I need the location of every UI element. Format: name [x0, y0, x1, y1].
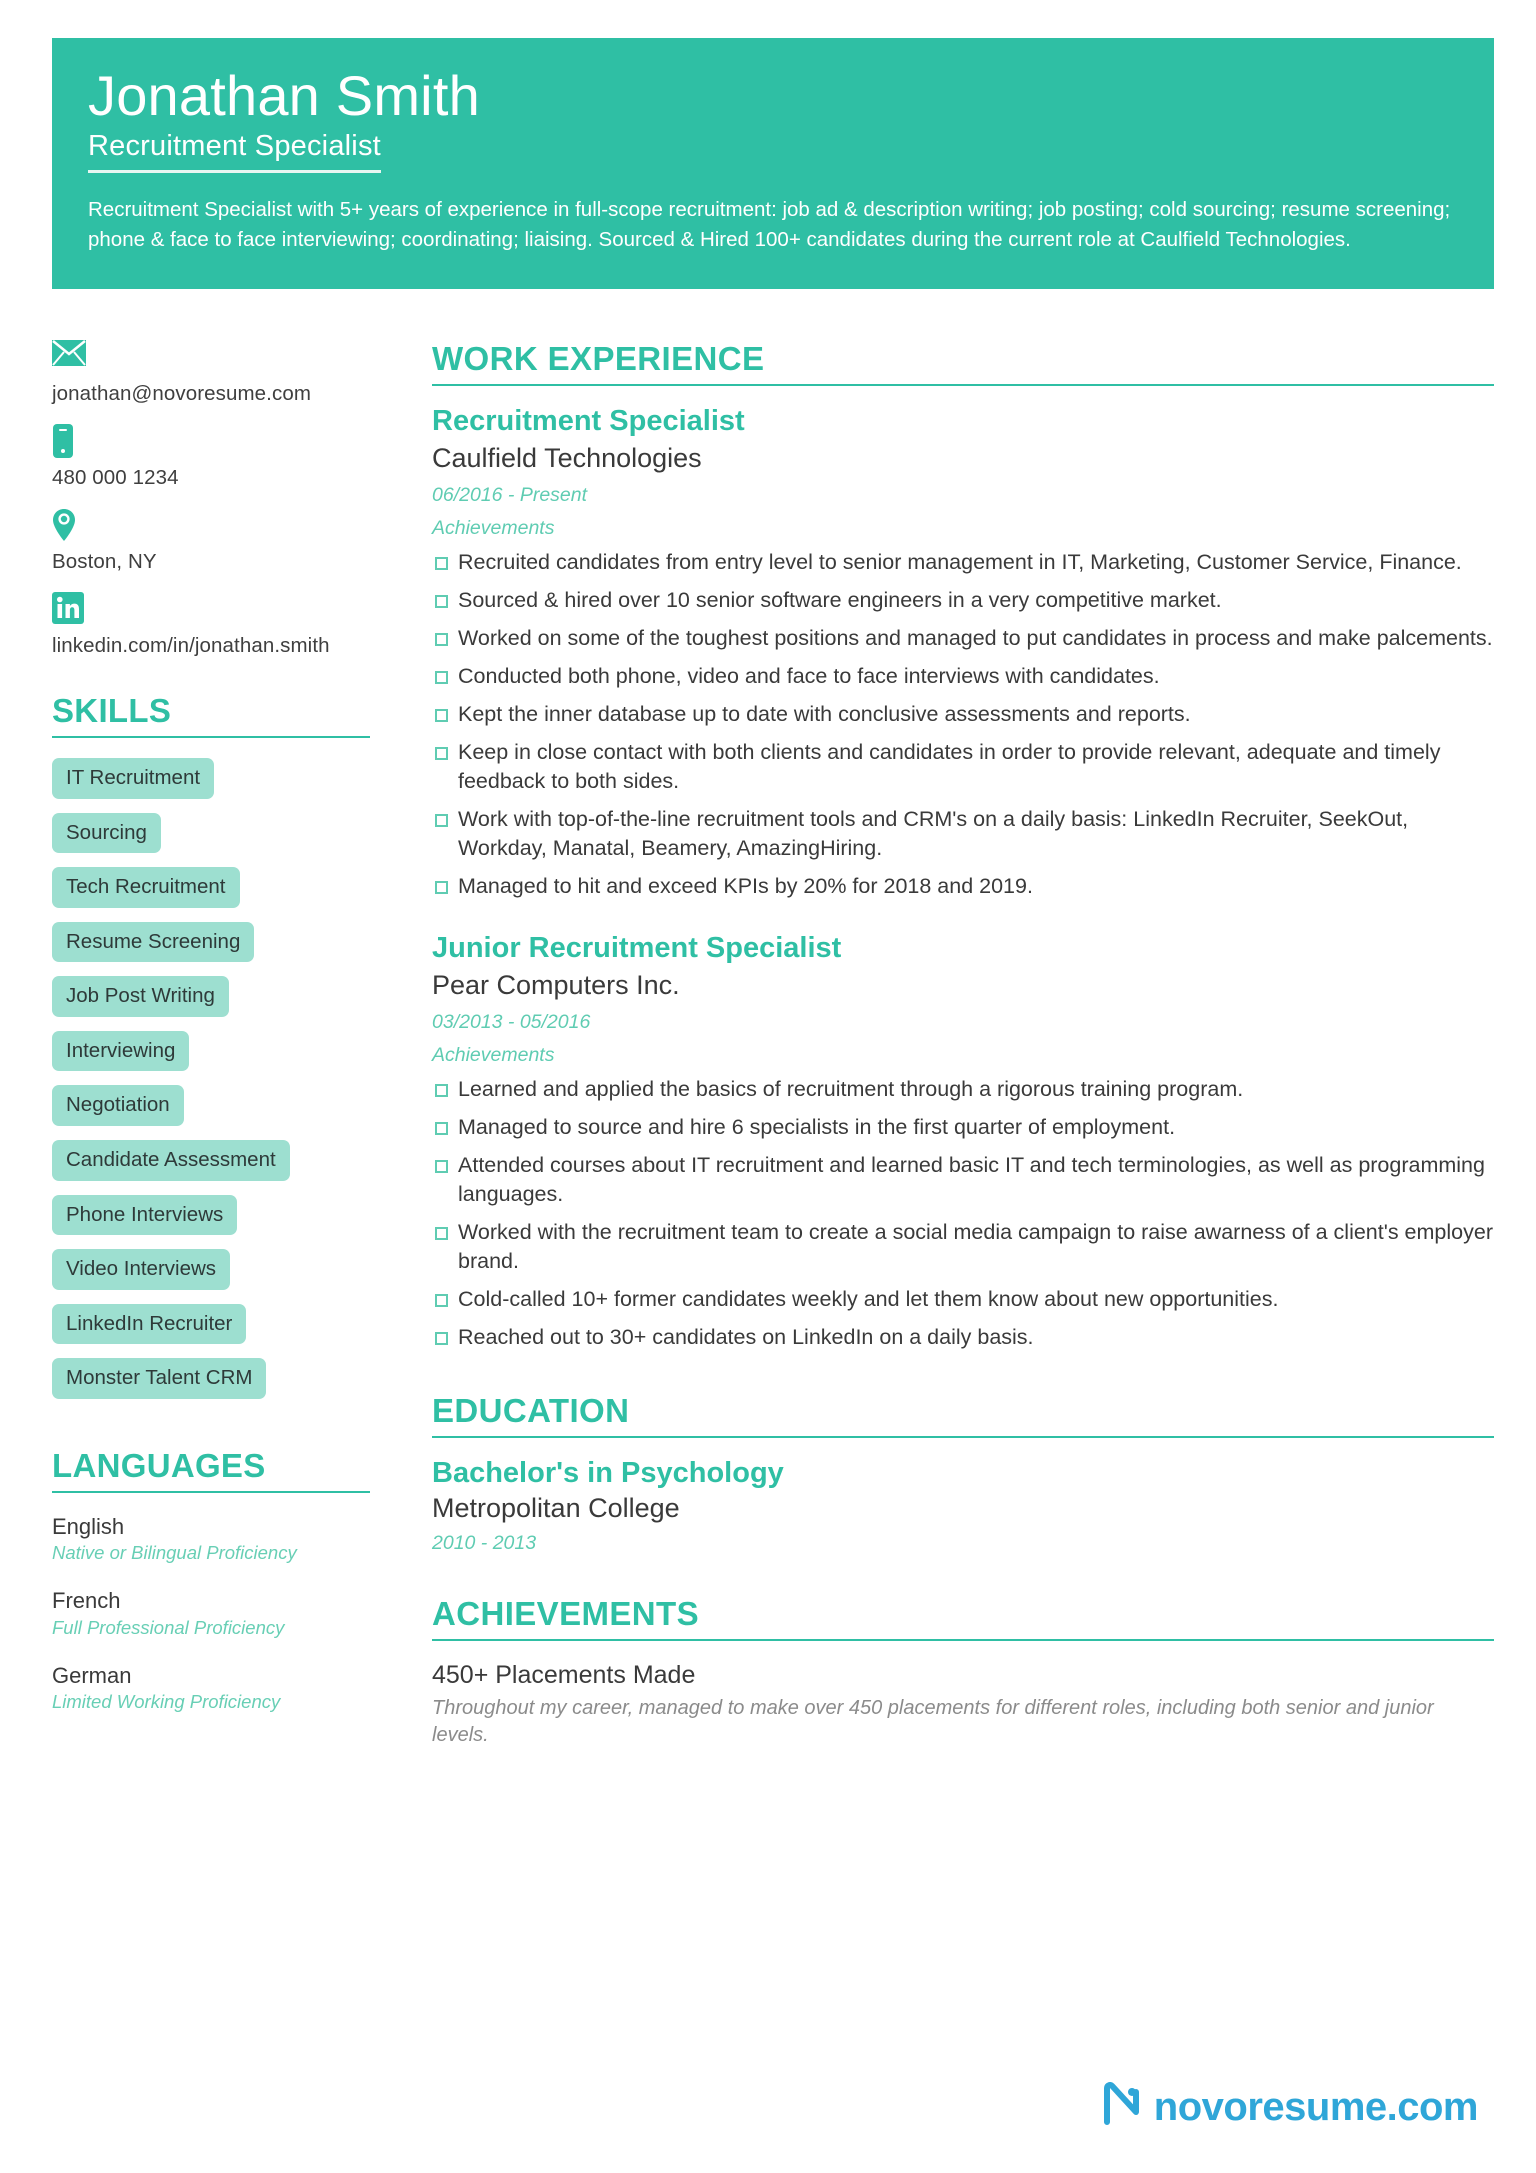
achievement-entry [432, 1659, 1494, 1750]
language-level: Full Professional Proficiency [52, 1616, 285, 1638]
list-item: Cold-called 10+ former candidates weekly and let them know about new opportunities. [432, 1285, 1494, 1314]
skill-tag: Candidate Assessment [52, 1140, 290, 1181]
language-level: Limited Working Proficiency [52, 1691, 281, 1713]
location-pin-icon [52, 508, 390, 542]
education-divider [432, 1436, 1494, 1438]
job-company: Caulfield Technologies [432, 442, 702, 473]
achievements-section [432, 1595, 1494, 1750]
list-item: Sourced & hired over 10 senior software engineers in a very competitive market. [432, 586, 1494, 615]
list-item [52, 922, 390, 977]
list-item [52, 1249, 390, 1304]
contact-block [52, 340, 390, 658]
profile-summary: Recruitment Specialist with 5+ years of experience in full-scope recruitment: job ad & description writing; job posting; cold sourcing; resume screening; phone & face to face interviewing; coordinating; liaising. Sourced & Hired 100+ candidates during the current role at Caulfield Technologies. [88, 198, 1451, 252]
list-item: Recruited candidates from entry level to senior management in IT, Marketing, Customer Service, Finance. [432, 548, 1494, 577]
achievements-label: Achievements [432, 1043, 555, 1066]
list-item: Attended courses about IT recruitment and learned basic IT and tech terminologies, as well as programming languages. [432, 1151, 1494, 1209]
skills-divider [52, 736, 370, 738]
skill-tag: Interviewing [52, 1031, 189, 1072]
list-item [52, 976, 390, 1031]
list-item: Work with top-of-the-line recruitment tools and CRM's on a daily basis: LinkedIn Recruiter, SeekOut, Workday, Manatal, Beamery, AmazingHiring. [432, 805, 1494, 863]
main-content [412, 340, 1494, 1749]
education-degree: Bachelor's in Psychology [432, 1457, 784, 1490]
list-item [52, 1513, 390, 1566]
phone-icon [52, 424, 390, 458]
list-item: Kept the inner database up to date with conclusive assessments and reports. [432, 700, 1494, 729]
language-level: Native or Bilingual Proficiency [52, 1542, 297, 1564]
job-role: Junior Recruitment Specialist [432, 932, 842, 965]
contact-linkedin-text[interactable]: linkedin.com/in/jonathan.smith [52, 634, 330, 657]
skills-section-title: SKILLS [52, 692, 172, 729]
list-item [52, 1358, 390, 1413]
skill-tag: Tech Recruitment [52, 867, 240, 908]
job-company: Pear Computers Inc. [432, 969, 680, 1000]
education-title: EDUCATION [432, 1392, 630, 1430]
sidebar [52, 340, 412, 1736]
list-item [52, 1031, 390, 1086]
languages-section [52, 1447, 390, 1715]
contact-item-phone [52, 424, 390, 490]
achievement-description: Throughout my career, managed to make over 450 placements for different roles, including both senior and junior levels. [432, 1697, 1434, 1747]
skill-tag: Sourcing [52, 813, 161, 854]
education-section [432, 1392, 1494, 1555]
linkedin-icon [52, 592, 390, 626]
contact-email-text[interactable]: jonathan@novoresume.com [52, 382, 312, 405]
candidate-title-underline [88, 130, 381, 173]
novoresume-logo[interactable] [1103, 2082, 1478, 2131]
languages-list [52, 1513, 390, 1715]
contact-item-email [52, 340, 390, 406]
work-experience-section [432, 340, 1494, 1352]
education-dates: 2010 - 2013 [432, 1531, 537, 1554]
list-item [52, 1304, 390, 1359]
skill-tag: Job Post Writing [52, 976, 229, 1017]
language-name: French [52, 1588, 121, 1614]
skill-tag: Phone Interviews [52, 1195, 237, 1236]
language-name: English [52, 1513, 125, 1539]
list-item [52, 867, 390, 922]
job-bullet-list [432, 548, 1494, 901]
skills-list [52, 758, 390, 1413]
language-name: German [52, 1662, 132, 1688]
work-experience-title: WORK EXPERIENCE [432, 340, 765, 377]
job-entry [432, 404, 1494, 901]
list-item [52, 813, 390, 868]
contact-phone-text[interactable]: 480 000 1234 [52, 466, 179, 489]
candidate-title: Recruitment Specialist [88, 130, 381, 163]
skill-tag: Negotiation [52, 1085, 184, 1126]
job-dates: 03/2013 - 05/2016 [432, 1010, 591, 1033]
skill-tag: Monster Talent CRM [52, 1358, 266, 1399]
list-item: Keep in close contact with both clients and candidates in order to provide relevant, adequate and timely feedback to both sides. [432, 738, 1494, 796]
job-dates: 06/2016 - Present [432, 483, 588, 506]
list-item: Worked on some of the toughest positions and managed to put candidates in process and make palcements. [432, 624, 1494, 653]
contact-location-text: Boston, NY [52, 550, 157, 573]
skill-tag: Video Interviews [52, 1249, 230, 1290]
job-entry [432, 931, 1494, 1352]
list-item [52, 1587, 390, 1640]
job-bullet-list [432, 1075, 1494, 1352]
list-item [52, 1085, 390, 1140]
skill-tag: Resume Screening [52, 922, 254, 963]
list-item [52, 758, 390, 813]
job-role: Recruitment Specialist [432, 405, 745, 437]
list-item [52, 1140, 390, 1195]
novoresume-n-icon [1103, 2082, 1145, 2131]
list-item: Managed to hit and exceed KPIs by 20% for 2018 and 2019. [432, 872, 1494, 901]
education-school: Metropolitan College [432, 1492, 680, 1523]
resume-body [52, 340, 1494, 1749]
list-item [52, 1195, 390, 1250]
education-entry [432, 1456, 1494, 1555]
achievement-title: 450+ Placements Made [432, 1660, 696, 1689]
skill-tag: IT Recruitment [52, 758, 214, 799]
languages-divider [52, 1491, 370, 1493]
list-item: Learned and applied the basics of recruitment through a rigorous training program. [432, 1075, 1494, 1104]
list-item: Conducted both phone, video and face to face interviews with candidates. [432, 662, 1494, 691]
list-item: Reached out to 30+ candidates on LinkedIn on a daily basis. [432, 1323, 1494, 1352]
list-item: Worked with the recruitment team to create a social media campaign to raise awarness of a client's employer brand. [432, 1218, 1494, 1276]
list-item [52, 1662, 390, 1715]
contact-item-location [52, 508, 390, 574]
languages-section-title: LANGUAGES [52, 1446, 266, 1484]
novoresume-wordmark: novoresume.com [1153, 2084, 1478, 2129]
skills-section [52, 692, 390, 1413]
work-experience-divider [432, 384, 1494, 386]
envelope-icon [52, 340, 390, 374]
skill-tag: LinkedIn Recruiter [52, 1304, 246, 1345]
resume-header [52, 38, 1494, 289]
candidate-name: Jonathan Smith [88, 64, 480, 127]
contact-item-linkedin [52, 592, 390, 658]
list-item: Managed to source and hire 6 specialists in the first quarter of employment. [432, 1113, 1494, 1142]
achievements-title: ACHIEVEMENTS [432, 1594, 699, 1632]
achievements-label: Achievements [432, 516, 555, 539]
achievements-divider [432, 1639, 1494, 1641]
